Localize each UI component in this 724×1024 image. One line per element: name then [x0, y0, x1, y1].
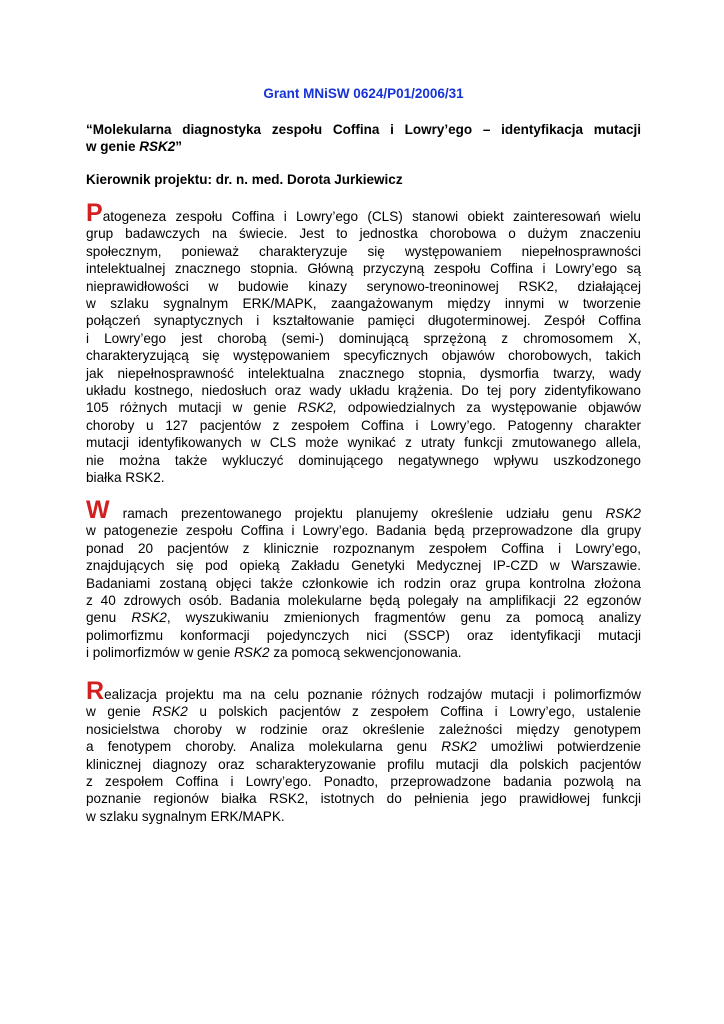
text-line: grup badawczych na świecie. Jest to jednostka chorobowa o dużym znaczeniu [86, 226, 641, 242]
text-line: układu kostnego, niedosłuch oraz wady układu krążenia. Do tej pory zidentyfikowano [86, 383, 641, 399]
text-line: nie można także wykluczyć dominującego negatywnego wpływu uszkodzonego [86, 452, 641, 468]
gene-name: RSK2 [152, 704, 188, 720]
title-line-1: “Molekularna diagnostyka zespołu Coffina i Lowry’ego – identyfikacja mutacji [86, 122, 641, 137]
text-line: klinicznej diagnozy oraz scharakteryzowanie profilu mutacji dla polskich pacjentów [86, 756, 641, 772]
paragraph-pathogenesis [86, 199, 641, 487]
text-line: mutacji identyfikowanych w CLS może wynikać z utraty funkcji zmutowanego allela, [86, 435, 641, 451]
title-line-2: w genie RSK2” [86, 139, 183, 154]
text-line: 105 różnych mutacji w genie RSK2, odpowiedzialnych za występowanie objawów [86, 400, 641, 416]
text-line: z 40 zdrowych osób. Badania molekularne będą polegały na amplifikacji 22 egzonów [86, 593, 641, 609]
paragraph-project [86, 496, 641, 662]
text-line: a fenotypem choroby. Analiza molekularna genu RSK2 umożliwi potwierdzenie [86, 739, 641, 755]
text-line: białka RSK2. [86, 470, 165, 486]
text-line: i polimorfizmów w genie RSK2 za pomocą sekwencjonowania. [86, 645, 462, 661]
grant-number: Grant MNiSW 0624/P01/2006/31 [263, 86, 464, 101]
text-line: społecznym, ponieważ charakteryzuje się występowaniem niepełnosprawności [86, 243, 641, 259]
text-line: w szlaku sygnalnym ERK/MAPK. [86, 808, 285, 824]
text-line: intelektualnej znacznego stopnia. Główną przyczyną zespołu Coffina i Lowry’ego są [86, 261, 641, 277]
text-line: choroby u 127 pacjentów z zespołem Coffina i Lowry’ego. Patogenny charakter [86, 417, 641, 433]
text-line: i Lowry’ego jest chorobą (semi-) dominującą sprzężoną z chromosomem X, [86, 330, 641, 346]
gene-name: RSK2, [297, 400, 337, 416]
text-line: w patogenezie zespołu Coffina i Lowry’ego. Badania będą przeprowadzone dla grupy [86, 523, 641, 539]
gene-name: RSK2 [234, 645, 270, 661]
text-line: połączeń synaptycznych i kształtowanie pamięci długoterminowej. Zespół Coffina [86, 313, 641, 329]
text-line: nieprawidłowości w budowie kinazy serynowo-treoninowej RSK2, działającej [86, 278, 641, 294]
text-line: w szlaku sygnalnym ERK/MAPK, zaangażowanym między innymi w tworzenie [86, 296, 641, 312]
text-line: W ramach prezentowanego projektu planujemy określenie udziału genu RSK2 [86, 496, 641, 524]
text-line: Patogeneza zespołu Coffina i Lowry’ego (CLS) stanowi obiekt zainteresowań wielu [86, 199, 641, 227]
text-line: znajdujących się pod opieką Zakładu Genetyki Medycznej IP-CZD w Warszawie. [86, 558, 641, 574]
text-line: nosicielstwa choroby w rodzinie oraz określenie zależności między genotypem [86, 721, 641, 737]
gene-name: RSK2 [441, 739, 477, 755]
project-manager: Kierownik projektu: dr. n. med. Dorota Jurkiewicz [86, 172, 403, 187]
text-line: poznanie regionów białka RSK2, istotnych do pełnienia jego prawidłowej funkcji [86, 791, 641, 807]
drop-cap: W [86, 496, 110, 524]
gene-name: RSK2 [605, 506, 641, 521]
drop-cap: P [86, 199, 103, 227]
text-line: z zespołem Coffina i Lowry’ego. Ponadto, przeprowadzone badania pozwolą na [86, 774, 641, 790]
gene-name: RSK2 [131, 610, 167, 626]
text-line: charakteryzującą się występowaniem specyficznych objawów chorobowych, takich [86, 348, 641, 364]
text-line: polimorfizmu konformacji pojedynczych nici (SSCP) oraz identyfikacji mutacji [86, 627, 641, 643]
text-line: Badaniami zostaną objęci także członkowie ich rodzin oraz grupa kontrolna złożona [86, 575, 641, 591]
gene-name: RSK2 [139, 139, 176, 154]
text-line: Realizacja projektu ma na celu poznanie różnych rodzajów mutacji i polimorfizmów [86, 677, 641, 705]
project-title [86, 121, 641, 155]
text-line: ponad 20 pacjentów z klinicznie rozpoznanym zespołem Coffina i Lowry’ego, [86, 540, 641, 556]
drop-cap: R [86, 677, 105, 705]
text-line: jak niepełnosprawność intelektualna znacznego stopnia, dysmorfia twarzy, wady [86, 365, 641, 381]
text-line: w genie RSK2 u polskich pacjentów z zespołem Coffina i Lowry’ego, ustalenie [86, 704, 641, 720]
paragraph-goals [86, 677, 641, 825]
text-line: genu RSK2, wyszukiwaniu zmienionych fragmentów genu za pomocą analizy [86, 610, 641, 626]
